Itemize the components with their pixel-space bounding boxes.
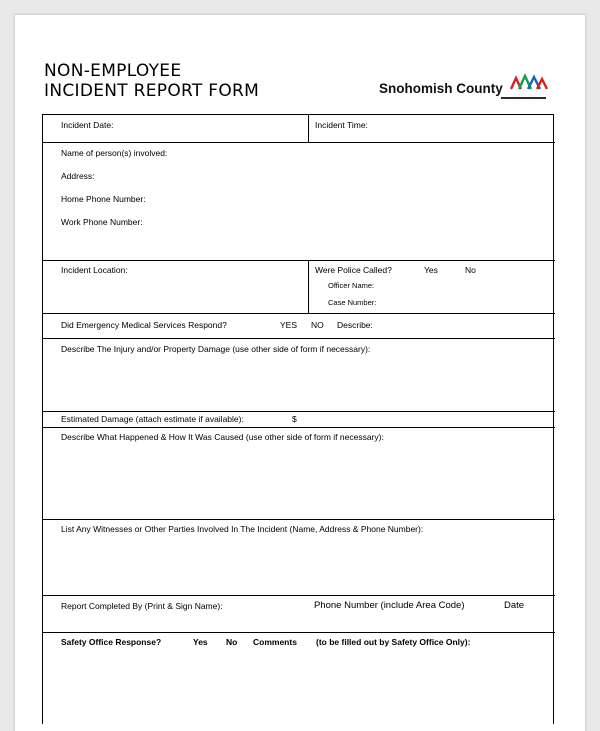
date-label: Date [504,600,525,611]
police-yes-option: Yes [424,265,438,275]
county-mountains-logo-icon [510,73,548,93]
incident-location-label: Incident Location: [61,265,128,275]
divider [43,142,555,143]
divider [43,427,555,428]
what-happened-label: Describe What Happened & How It Was Caused (use other side of form if necessary): [61,432,384,442]
incident-report-form [42,114,554,724]
divider [43,313,555,314]
safety-response-label: Safety Office Response? [61,637,162,647]
police-no-option: No [465,265,476,275]
brand-underline [501,97,546,99]
officer-name-label: Officer Name: [328,281,375,290]
county-brand [365,66,553,102]
column-divider [308,260,309,313]
county-name: Snohomish County [379,81,503,96]
report-completed-by-label: Report Completed By (Print & Sign Name): [61,601,223,611]
divider [43,595,555,596]
address-label: Address: [61,171,95,181]
home-phone-label: Home Phone Number: [61,194,146,204]
police-called-label: Were Police Called? [315,265,392,275]
incident-time-label: Incident Time: [315,120,368,130]
incident-date-label: Incident Date: [61,120,114,130]
form-title-line1: NON-EMPLOYEE [44,61,182,81]
ems-question-label: Did Emergency Medical Services Respond? [61,320,227,330]
ems-no-option: NO [311,320,324,330]
form-title-line2: INCIDENT REPORT FORM [44,81,260,101]
dollar-sign: $ [292,414,297,424]
divider [43,632,555,633]
case-number-label: Case Number: [328,298,377,307]
safety-note-label: (to be filled out by Safety Office Only): [316,637,471,647]
ems-yes-option: YES [280,320,298,330]
safety-yes-option: Yes [193,637,208,647]
divider [43,519,555,520]
safety-no-option: No [226,637,238,647]
work-phone-label: Work Phone Number: [61,217,143,227]
column-divider [308,115,309,142]
injury-damage-label: Describe The Injury and/or Property Damage (use other side of form if necessary): [61,344,371,354]
divider [43,338,555,339]
ems-describe-label: Describe: [337,320,373,330]
safety-comments-label: Comments [253,637,297,647]
divider [43,260,555,261]
witnesses-label: List Any Witnesses or Other Parties Involved In The Incident (Name, Address & Phone Number): [61,524,424,534]
names-involved-label: Name of person(s) involved: [61,148,168,158]
phone-number-label: Phone Number (include Area Code) [314,600,465,611]
divider [43,411,555,412]
estimated-damage-label: Estimated Damage (attach estimate if available): [61,414,244,424]
